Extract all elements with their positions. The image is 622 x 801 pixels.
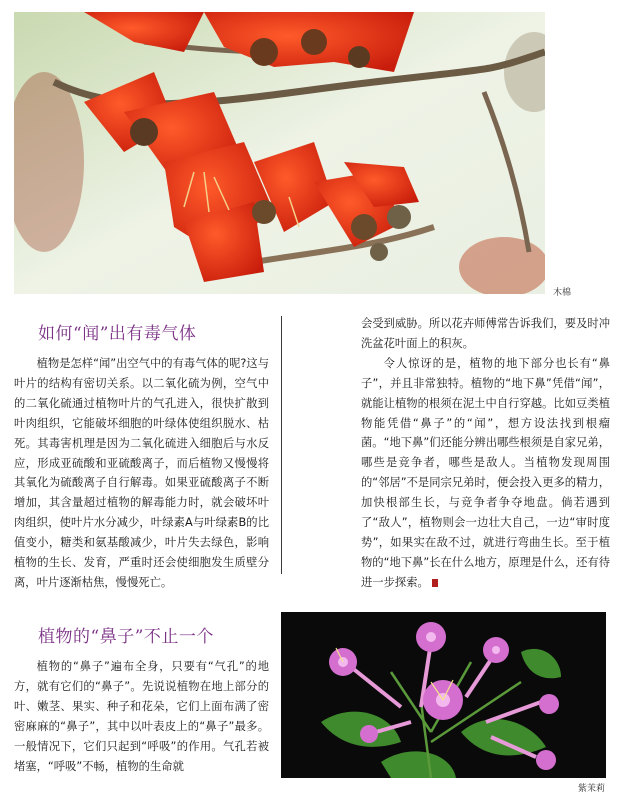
section2-continued-body	[361, 314, 610, 593]
four-oclock-flower-photo	[281, 612, 606, 778]
section-title-plant-noses: 植物的“鼻子”不止一个	[38, 627, 214, 647]
section1-body	[14, 354, 269, 593]
end-of-article-mark	[432, 579, 438, 587]
section2-paragraph2-text: 令人惊讶的是，植物的地下部分也长有“鼻子”，并且非常独特。植物的“地下鼻”凭借“闻”，就能让植物的根须在泥土中自行穿越。比如豆类植物能凭借“鼻子”的“闻”，想方设法找到根瘤菌。“地下鼻”们还能分辨出哪些根须是自家兄弟，哪些是竞争者，哪些是敌人。当植物发现周围的“邻居”不是同宗兄弟时，便会投入更多的精力，加快根部生长，与竞争者争夺地盘。倘若遇到了“敌人”，植物则会一边壮大自己，一边“审时度势”，如果实在敌不过，就进行弯曲生长。至于植物的“地下鼻”长在什么地方，原理是什么，还有待进一步探索。	[361, 356, 610, 589]
section2-body	[14, 657, 269, 776]
section2-paragraph2	[361, 354, 610, 593]
top-photo-caption: 木棉	[553, 288, 572, 298]
kapok-flower-photo	[14, 12, 545, 294]
section2-paragraph1: 植物的“鼻子”遍布全身，只要有“气孔”的地方，就有它们的“鼻子”。先说说植物在地上部分的叶、嫩茎、果实、种子和花朵，它们上面布满了密密麻麻的“鼻子”，其中以叶表皮上的“鼻子”最多。一般情况下，它们只起到“呼吸”的作用。气孔若被堵塞，“呼吸”不畅，植物的生命就	[14, 660, 269, 773]
column-divider	[281, 316, 282, 574]
section1-paragraph: 植物是怎样“闻”出空气中的有毒气体的呢?这与叶片的结构有密切关系。以二氧化硫为例，空气中的二氧化硫通过植物叶片的气孔进入，很快扩散到叶肉组织，它能破坏细胞的叶绿体使组织脱水、枯死。其毒害机理是因为二氧化硫进入细胞后与水反应，形成亚硫酸和亚硫酸离子，而后植物又慢慢将其氧化为硫酸离子自行解毒。如果亚硫酸离子不断增加，其含量超过植物的解毒能力时，就会破坏叶肉组织，使叶片水分减少，叶绿素A与叶绿素B的比值变小，糖类和氨基酸减少，叶片失去绿色，影响植物的生长、发育，严重时还会使细胞发生质壁分离，叶片逐渐枯焦，慢慢死亡。	[14, 357, 269, 589]
bottom-photo-caption: 紫茉莉	[578, 784, 606, 794]
section-title-toxic-gas: 如何“闻”出有毒气体	[38, 324, 197, 344]
section2-continued-paragraph: 会受到威胁。所以花卉师傅常告诉我们，要及时冲洗盆花叶面上的积灰。	[361, 317, 610, 350]
